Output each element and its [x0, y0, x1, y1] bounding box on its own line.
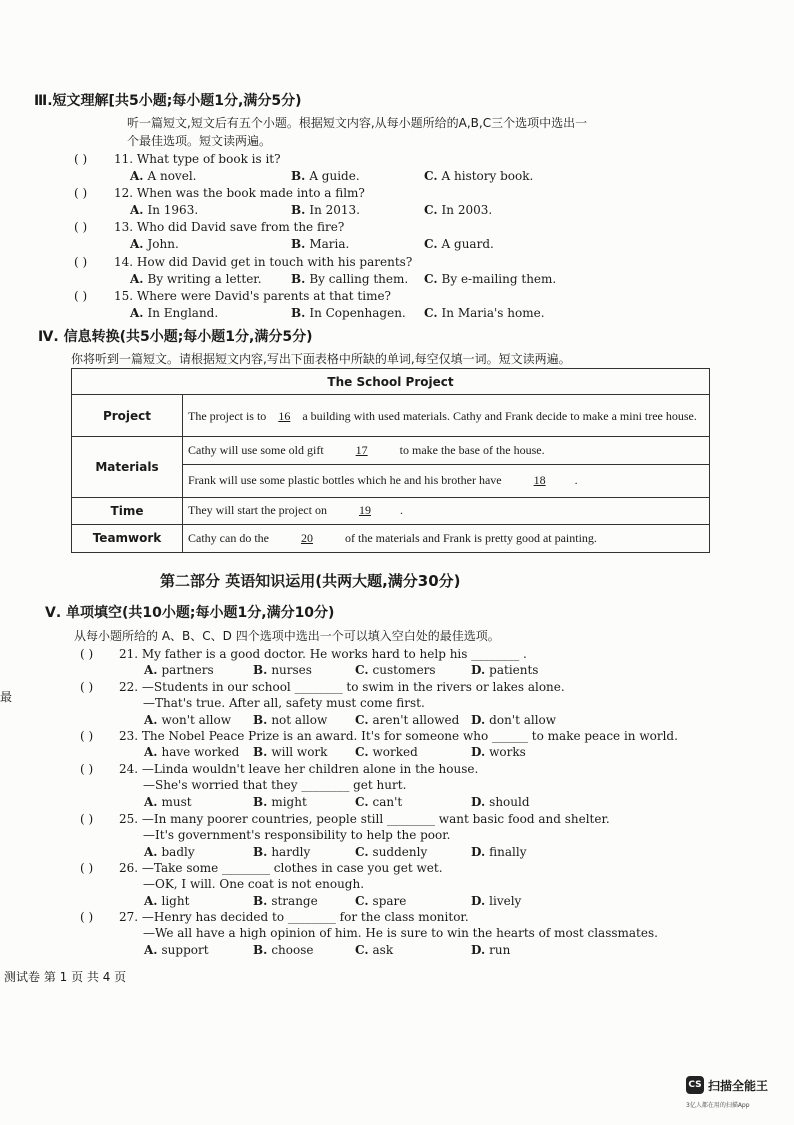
- row-teamwork: [183, 524, 710, 552]
- option-letter: A.: [130, 272, 144, 286]
- question-reply: —That's true. After all, safety must come first.: [143, 696, 425, 710]
- option-letter: B.: [291, 169, 306, 183]
- question-stem: 22. —Students in our school ________ to swim in the rivers or lakes alone.: [119, 680, 565, 694]
- option-c[interactable]: [355, 745, 418, 759]
- option-text: In England.: [147, 306, 219, 320]
- question-stem: 26. —Take some ________ clothes in case you get wet.: [119, 861, 443, 875]
- text: .: [399, 503, 403, 518]
- answer-bracket[interactable]: ( ): [80, 812, 94, 826]
- blank-17[interactable]: 17: [355, 442, 368, 457]
- option-letter: C.: [424, 306, 438, 320]
- option-letter: A.: [130, 237, 144, 251]
- text: Cathy can do the: [188, 530, 269, 545]
- option-b[interactable]: [253, 943, 314, 957]
- option-text: By calling them.: [309, 272, 409, 286]
- row-materials-1: [183, 437, 710, 464]
- side-char: 最: [0, 690, 13, 704]
- option-letter: D.: [471, 943, 486, 957]
- answer-bracket[interactable]: ( ): [80, 762, 94, 776]
- option-letter: C.: [355, 663, 369, 677]
- option-letter: B.: [253, 943, 268, 957]
- option-b[interactable]: [253, 745, 327, 759]
- text: The project is to: [188, 408, 267, 423]
- option-letter: C.: [355, 845, 369, 859]
- camscanner-logo-icon: CS: [686, 1076, 704, 1094]
- option-c[interactable]: [424, 203, 492, 217]
- blank-16[interactable]: 16: [278, 408, 291, 423]
- option-letter: C.: [355, 894, 369, 908]
- option-text: finally: [489, 845, 527, 859]
- row-label-materials: Materials: [72, 437, 183, 497]
- option-letter: C.: [424, 237, 438, 251]
- question-stem: 24. —Linda wouldn't leave her children alone in the house.: [119, 762, 479, 776]
- question-stem: 15. Where were David's parents at that time?: [114, 289, 391, 303]
- option-letter: C.: [355, 713, 369, 727]
- option-letter: A.: [130, 203, 144, 217]
- option-text: In Maria's home.: [441, 306, 545, 320]
- option-text: A history book.: [441, 169, 534, 183]
- option-letter: B.: [291, 272, 306, 286]
- section-3-title: Ⅲ.短文理解[共5小题;每小题1分,满分5分): [34, 93, 302, 109]
- option-letter: D.: [471, 795, 486, 809]
- section-4-title: Ⅳ. 信息转换(共5小题;每小题1分,满分5分): [38, 329, 313, 345]
- option-text: support: [161, 943, 209, 957]
- answer-bracket[interactable]: ( ): [74, 186, 88, 200]
- option-b[interactable]: [253, 713, 327, 727]
- text: Frank will use some plastic bottles which he and his brother have: [188, 473, 502, 488]
- option-text: John.: [147, 237, 179, 251]
- section-5-instruction: 从每小题所给的 A、B、C、D 四个选项中选出一个可以填入空白处的最佳选项。: [74, 629, 500, 643]
- question-stem: 13. Who did David save from the fire?: [114, 220, 345, 234]
- option-text: have worked: [161, 745, 240, 759]
- option-text: By e-mailing them.: [441, 272, 557, 286]
- option-letter: B.: [253, 713, 268, 727]
- option-text: In 2013.: [309, 203, 360, 217]
- option-letter: B.: [253, 745, 268, 759]
- option-b[interactable]: [291, 237, 349, 251]
- option-text: badly: [161, 845, 195, 859]
- row-label-time: Time: [72, 497, 183, 524]
- school-project-table: [71, 368, 710, 553]
- option-a[interactable]: [144, 745, 239, 759]
- option-text: nurses: [271, 663, 312, 677]
- answer-bracket[interactable]: ( ): [80, 861, 94, 875]
- question-reply: —OK, I will. One coat is not enough.: [143, 877, 365, 891]
- option-text: run: [489, 943, 511, 957]
- table-title: The School Project: [72, 369, 710, 395]
- option-letter: C.: [355, 943, 369, 957]
- option-letter: D.: [471, 894, 486, 908]
- text: a building with used materials. Cathy and Frank decide to make a mini tree house.: [302, 408, 697, 423]
- section-5-title: Ⅴ. 单项填空(共10小题;每小题1分,满分10分): [45, 605, 335, 621]
- option-c[interactable]: [424, 272, 556, 286]
- option-c[interactable]: [355, 795, 402, 809]
- option-letter: C.: [424, 203, 438, 217]
- option-letter: C.: [424, 272, 438, 286]
- option-letter: B.: [291, 306, 306, 320]
- blank-19[interactable]: 19: [358, 503, 371, 518]
- section-3-instruction: 听一篇短文,短文后有五个小题。根据短文内容,从每小题所给的A,B,C三个选项中选出一: [127, 116, 588, 130]
- option-letter: A.: [130, 169, 144, 183]
- option-letter: C.: [355, 745, 369, 759]
- blank-18[interactable]: 18: [533, 473, 546, 488]
- option-letter: D.: [471, 745, 486, 759]
- row-time: [183, 497, 710, 524]
- option-letter: D.: [471, 845, 486, 859]
- text: .: [574, 473, 578, 488]
- option-text: In 2003.: [441, 203, 493, 217]
- answer-bracket[interactable]: ( ): [80, 647, 94, 661]
- option-c[interactable]: [355, 663, 436, 677]
- option-text: By writing a letter.: [147, 272, 262, 286]
- option-text: A guide.: [309, 169, 360, 183]
- option-d[interactable]: [471, 943, 510, 957]
- option-c[interactable]: [424, 169, 533, 183]
- option-a[interactable]: [130, 237, 179, 251]
- option-c[interactable]: [355, 845, 427, 859]
- option-text: light: [161, 894, 190, 908]
- option-text: ask: [372, 943, 394, 957]
- option-text: strange: [271, 894, 318, 908]
- option-a[interactable]: [130, 203, 198, 217]
- text: They will start the project on: [188, 503, 327, 518]
- option-letter: B.: [253, 795, 268, 809]
- option-b[interactable]: [291, 169, 360, 183]
- option-text: lively: [489, 894, 522, 908]
- option-b[interactable]: [291, 203, 360, 217]
- answer-bracket[interactable]: ( ): [74, 289, 88, 303]
- option-text: partners: [161, 663, 214, 677]
- option-text: suddenly: [372, 845, 428, 859]
- option-text: choose: [271, 943, 314, 957]
- question-stem: 25. —In many poorer countries, people still ________ want basic food and shelter.: [119, 812, 610, 826]
- answer-bracket[interactable]: ( ): [80, 910, 94, 924]
- answer-bracket[interactable]: ( ): [74, 220, 88, 234]
- option-text: In 1963.: [147, 203, 199, 217]
- option-c[interactable]: [355, 894, 406, 908]
- question-stem: 27. —Henry has decided to ________ for the class monitor.: [119, 910, 469, 924]
- option-letter: B.: [253, 894, 268, 908]
- text: to make the base of the house.: [399, 442, 545, 457]
- text: Cathy will use some old gift: [188, 442, 324, 457]
- row-label-project: Project: [72, 395, 183, 437]
- option-c[interactable]: [424, 306, 545, 320]
- option-text: should: [489, 795, 530, 809]
- option-text: works: [489, 745, 526, 759]
- question-reply: —We all have a high opinion of him. He is sure to win the hearts of most classmates.: [143, 926, 658, 940]
- row-label-teamwork: Teamwork: [72, 524, 183, 552]
- option-letter: A.: [144, 795, 158, 809]
- option-text: aren't allowed: [372, 713, 460, 727]
- option-text: not allow: [271, 713, 328, 727]
- option-text: customers: [372, 663, 436, 677]
- option-letter: A.: [144, 713, 158, 727]
- option-b[interactable]: [253, 845, 310, 859]
- option-a[interactable]: [144, 713, 231, 727]
- option-b[interactable]: [291, 306, 406, 320]
- question-reply: —It's government's responsibility to help the poor.: [143, 828, 451, 842]
- option-letter: A.: [144, 943, 158, 957]
- option-letter: D.: [471, 663, 486, 677]
- option-a[interactable]: [130, 169, 196, 183]
- text: of the materials and Frank is pretty good at painting.: [344, 530, 597, 545]
- option-letter: B.: [291, 237, 306, 251]
- option-a[interactable]: [144, 943, 209, 957]
- option-text: must: [161, 795, 192, 809]
- option-b[interactable]: [253, 663, 312, 677]
- option-text: In Copenhagen.: [309, 306, 406, 320]
- option-text: don't allow: [489, 713, 557, 727]
- option-b[interactable]: [253, 795, 307, 809]
- option-a[interactable]: [144, 845, 195, 859]
- option-letter: B.: [253, 845, 268, 859]
- option-a[interactable]: [144, 795, 192, 809]
- option-c[interactable]: [424, 237, 494, 251]
- option-c[interactable]: [355, 713, 459, 727]
- option-text: can't: [372, 795, 403, 809]
- option-b[interactable]: [253, 894, 318, 908]
- option-letter: A.: [144, 845, 158, 859]
- section-4-instruction: 你将听到一篇短文。请根据短文内容,写出下面表格中所缺的单词,每空仅填一词。短文读两遍。: [71, 352, 571, 366]
- option-text: hardly: [271, 845, 311, 859]
- option-d[interactable]: [471, 713, 556, 727]
- question-stem: 21. My father is a good doctor. He works hard to help his ________ .: [119, 647, 527, 661]
- question-stem: 11. What type of book is it?: [114, 152, 281, 166]
- option-c[interactable]: [355, 943, 393, 957]
- watermark-name: 扫描全能王: [708, 1079, 769, 1093]
- row-materials-2: [183, 464, 710, 497]
- option-d[interactable]: [471, 663, 538, 677]
- blank-20[interactable]: 20: [300, 530, 313, 545]
- option-text: worked: [372, 745, 418, 759]
- option-letter: A.: [130, 306, 144, 320]
- question-stem: 23. The Nobel Peace Prize is an award. It's for someone who ______ to make peace in world.: [119, 729, 678, 743]
- option-d[interactable]: [471, 745, 526, 759]
- option-letter: B.: [253, 663, 268, 677]
- answer-bracket[interactable]: ( ): [80, 680, 94, 694]
- option-b[interactable]: [291, 272, 408, 286]
- option-d[interactable]: [471, 795, 530, 809]
- option-text: A guard.: [441, 237, 494, 251]
- question-stem: 14. How did David get in touch with his parents?: [114, 255, 413, 269]
- option-letter: D.: [471, 713, 486, 727]
- question-stem: 12. When was the book made into a film?: [114, 186, 365, 200]
- option-text: will work: [271, 745, 328, 759]
- option-a[interactable]: [144, 894, 189, 908]
- option-letter: A.: [144, 663, 158, 677]
- answer-bracket[interactable]: ( ): [80, 729, 94, 743]
- answer-bracket[interactable]: ( ): [74, 255, 88, 269]
- option-letter: A.: [144, 894, 158, 908]
- option-text: Maria.: [309, 237, 350, 251]
- option-d[interactable]: [471, 894, 521, 908]
- part-2-title: 第二部分 英语知识运用(共两大题,满分30分): [160, 572, 461, 590]
- option-text: won't allow: [161, 713, 231, 727]
- option-text: spare: [372, 894, 407, 908]
- page-footer: 测试卷 第 1 页 共 4 页: [4, 970, 127, 984]
- option-a[interactable]: [130, 306, 218, 320]
- question-reply: —She's worried that they ________ get hurt.: [143, 778, 407, 792]
- option-text: A novel.: [147, 169, 197, 183]
- option-a[interactable]: [130, 272, 262, 286]
- option-letter: C.: [355, 795, 369, 809]
- option-text: patients: [489, 663, 539, 677]
- row-project: [183, 395, 710, 437]
- option-d[interactable]: [471, 845, 527, 859]
- section-3-instruction-cont: 个最佳选项。短文读两遍。: [127, 134, 272, 148]
- option-a[interactable]: [144, 663, 214, 677]
- option-letter: C.: [424, 169, 438, 183]
- option-letter: A.: [144, 745, 158, 759]
- option-letter: B.: [291, 203, 306, 217]
- option-text: might: [271, 795, 307, 809]
- answer-bracket[interactable]: ( ): [74, 152, 88, 166]
- watermark-tagline: 3亿人都在用的扫描App: [686, 1102, 750, 1109]
